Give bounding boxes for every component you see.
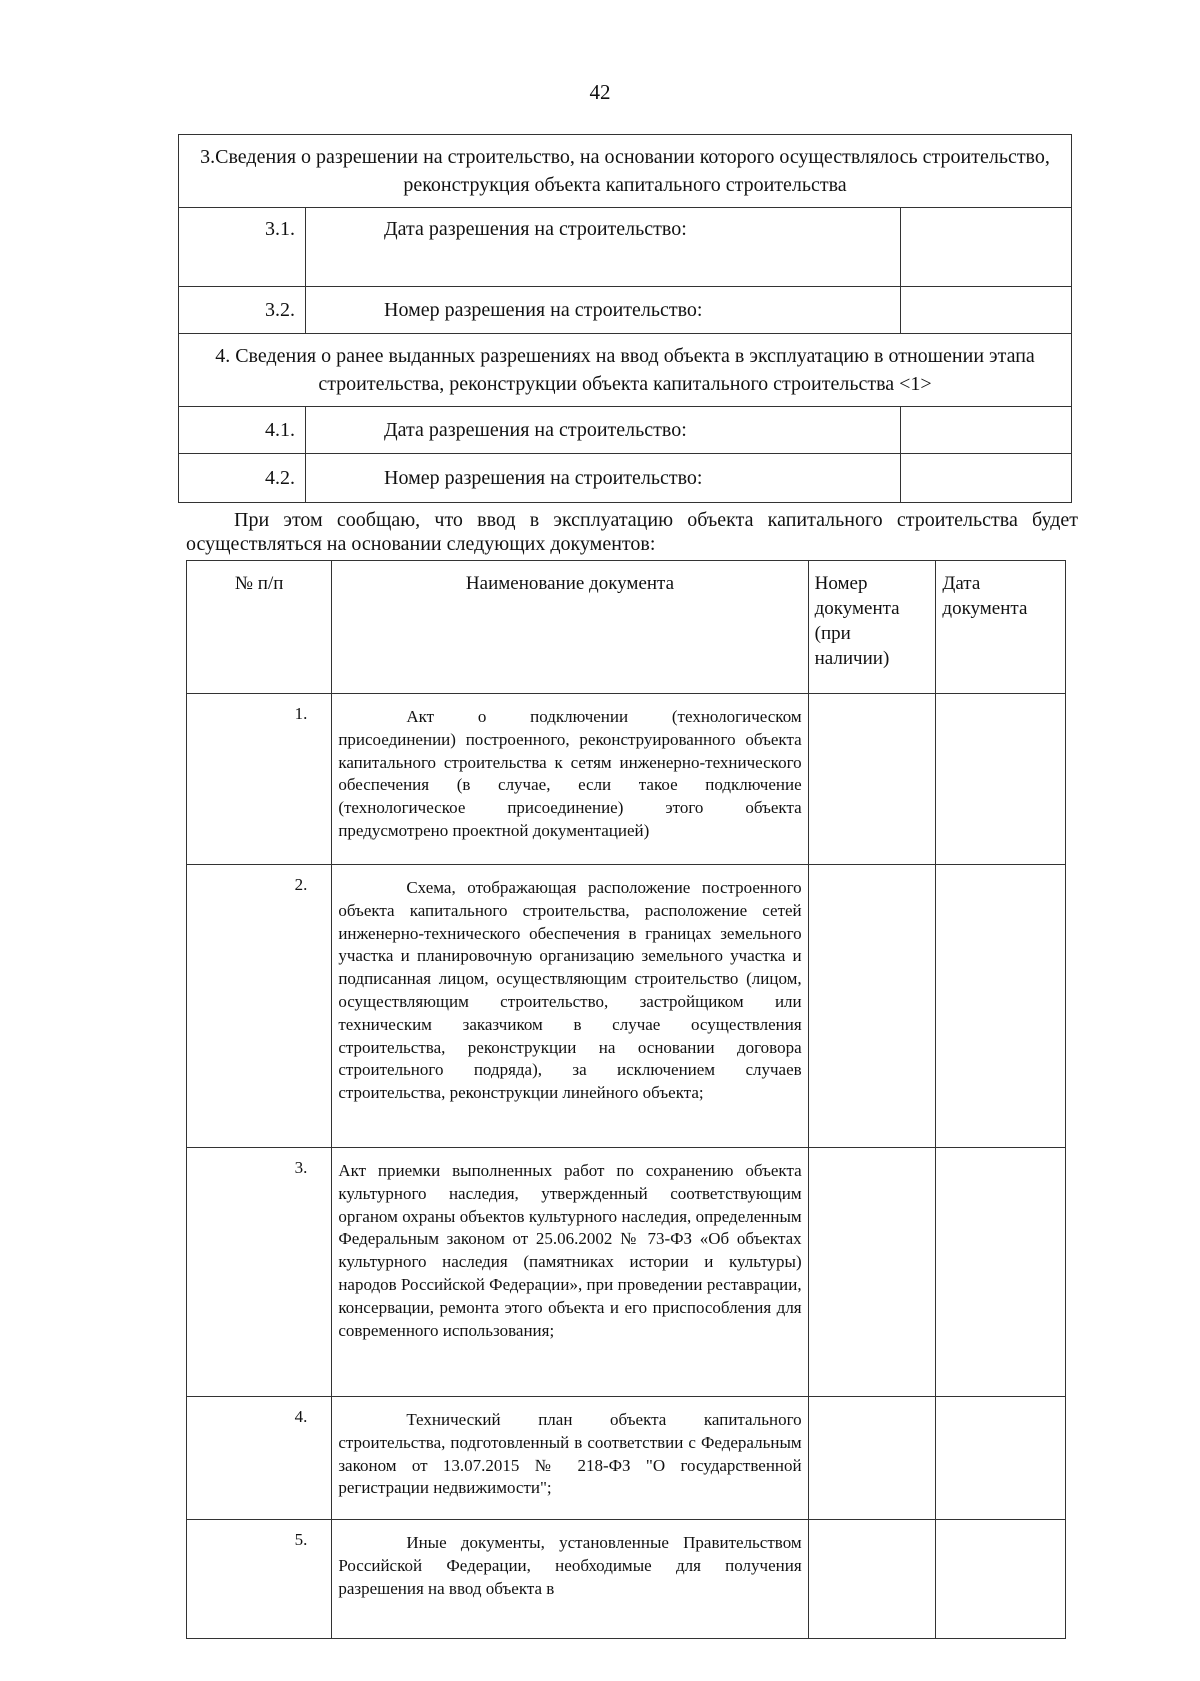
table-row bbox=[179, 407, 1072, 454]
table-row bbox=[179, 454, 1072, 503]
row-label: Дата разрешения на строительство: bbox=[306, 208, 901, 287]
header-doc-number: Номер документа (при наличии) bbox=[808, 561, 936, 694]
table-row bbox=[187, 1397, 1066, 1520]
row-number: 3.2. bbox=[179, 287, 306, 334]
doc-row-number: 5. bbox=[187, 1520, 332, 1639]
section-4-title: 4. Сведения о ранее выданных разрешениях на ввод объекта в эксплуатацию в отношении этапа строительства, реконструкции объекта капитального строительства <1> bbox=[179, 334, 1072, 407]
doc-name: Схема, отображающая расположение построенного объекта капитального строительства, расположение сетей инженерно-технического обеспечения в границах земельного участка и планировочную организацию земельного участка и подписанная лицом, осуществляющим строительство (лицом, осуществляющим строительство, застройщиком или техническим заказчиком в случае осуществления строительства, реконструкции на основании договора строительного подряда), за исключением случаев строительства, реконструкции линейного объекта; bbox=[338, 878, 802, 1103]
header-num: № п/п bbox=[187, 561, 332, 694]
doc-name: Акт о подключении (технологическом присоединении) построенного, реконструированного объекта капитального строительства к сетям инженерно-технического обеспечения (в случае, если такое подключение (технологическое присоединение) этого объекта предусмотрено проектной документацией) bbox=[338, 707, 802, 840]
row-number: 3.1. bbox=[179, 208, 306, 287]
permit-number-field[interactable] bbox=[901, 287, 1072, 334]
table-row bbox=[187, 865, 1066, 1148]
doc-row-number: 2. bbox=[187, 865, 332, 1148]
permit-date-field[interactable] bbox=[901, 208, 1072, 287]
table-row bbox=[179, 208, 1072, 287]
doc-row-number: 3. bbox=[187, 1148, 332, 1397]
row-label: Номер разрешения на строительство: bbox=[306, 287, 901, 334]
doc-number-cell[interactable] bbox=[808, 1520, 936, 1639]
section-3-title: 3.Сведения о разрешении на строительство, на основании которого осуществлялось строительство, реконструкция объекта капитального строительства bbox=[179, 135, 1072, 208]
doc-number-cell[interactable] bbox=[808, 694, 936, 865]
table-row bbox=[179, 287, 1072, 334]
documents-table bbox=[186, 560, 1066, 1639]
page-number: 42 bbox=[589, 80, 611, 104]
intro-paragraph: При этом сообщаю, что ввод в эксплуатацию объекта капитального строительства будет осуществляться на основании следующих документов: bbox=[186, 509, 1078, 555]
header-doc-date: Дата документа bbox=[936, 561, 1066, 694]
header-name: Наименование документа bbox=[332, 561, 808, 694]
table-row bbox=[187, 694, 1066, 865]
table-row bbox=[187, 1148, 1066, 1397]
row-label: Дата разрешения на строительство: bbox=[306, 407, 901, 454]
permit-info-table bbox=[178, 134, 1072, 503]
doc-date-cell[interactable] bbox=[936, 1397, 1066, 1520]
doc-date-cell[interactable] bbox=[936, 865, 1066, 1148]
doc-number-cell[interactable] bbox=[808, 865, 936, 1148]
row-label: Номер разрешения на строительство: bbox=[306, 454, 901, 503]
doc-date-cell[interactable] bbox=[936, 694, 1066, 865]
row-number: 4.2. bbox=[179, 454, 306, 503]
doc-name: Иные документы, установленные Правительством Российской Федерации, необходимые для получения разрешения на ввод объекта в bbox=[338, 1533, 802, 1598]
doc-date-cell[interactable] bbox=[936, 1148, 1066, 1397]
doc-name: Акт приемки выполненных работ по сохранению объекта культурного наследия, утвержденный соответствующим органом охраны объектов культурного наследия, определенным Федеральным законом от 25.06.2002 № 73-ФЗ «Об объектах культурного наследия (памятниках истории и культуры) народов Российской Федерации», при проведении реставрации, консервации, ремонта этого объекта и его приспособления для современного использования; bbox=[338, 1161, 802, 1340]
doc-number-cell[interactable] bbox=[808, 1397, 936, 1520]
previous-permit-number-field[interactable] bbox=[901, 454, 1072, 503]
table-header-row bbox=[187, 561, 1066, 694]
doc-name: Технический план объекта капитального строительства, подготовленный в соответствии с Федеральным законом от 13.07.2015 № 218-ФЗ "О государственной регистрации недвижимости"; bbox=[338, 1410, 802, 1498]
doc-number-cell[interactable] bbox=[808, 1148, 936, 1397]
row-number: 4.1. bbox=[179, 407, 306, 454]
table-row bbox=[187, 1520, 1066, 1639]
doc-row-number: 4. bbox=[187, 1397, 332, 1520]
doc-row-number: 1. bbox=[187, 694, 332, 865]
doc-date-cell[interactable] bbox=[936, 1520, 1066, 1639]
previous-permit-date-field[interactable] bbox=[901, 407, 1072, 454]
